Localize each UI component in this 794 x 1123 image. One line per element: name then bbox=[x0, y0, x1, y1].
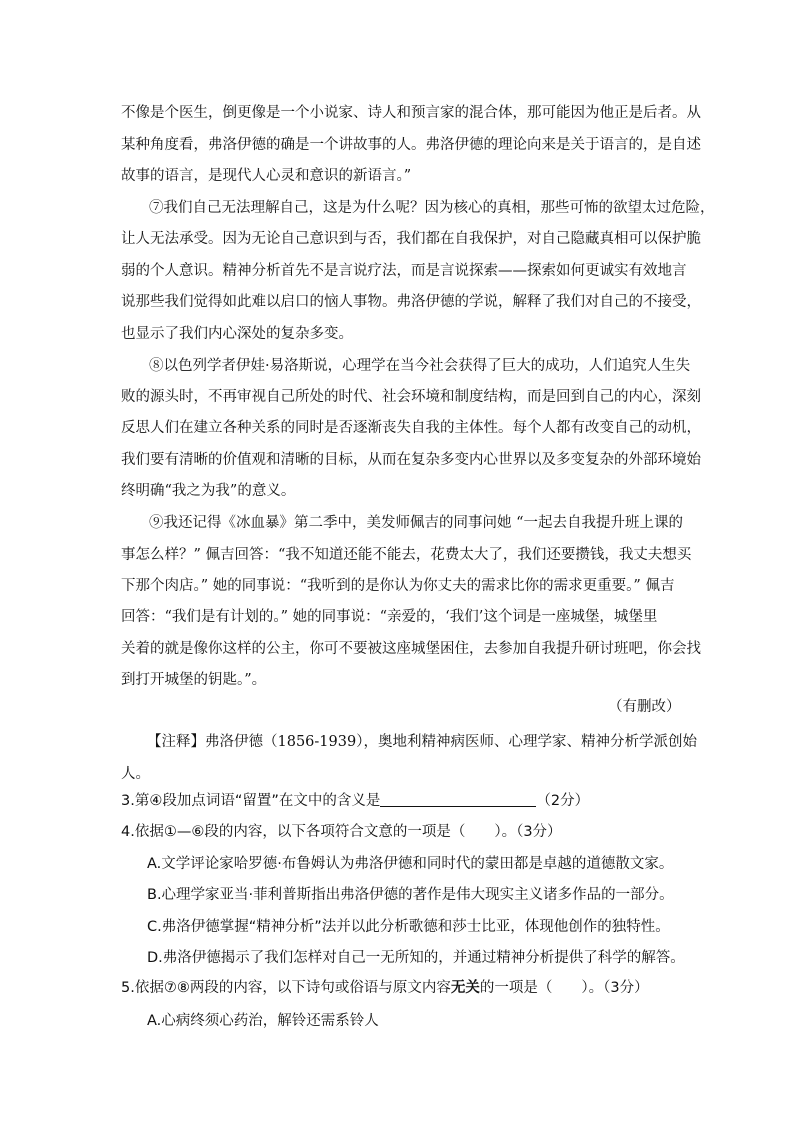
question-5-option-a[interactable]: A.心病终须心药治，解铃还需系铃人 bbox=[147, 1013, 379, 1029]
p6-line-2: 某种角度看，弗洛伊德的确是一个讲故事的人。弗洛伊德的理论向来是关于语言的，是自述 bbox=[121, 137, 701, 153]
source-note: （有删改） bbox=[608, 699, 681, 715]
question-5-stem-before: 5.依据⑦⑧两段的内容，以下诗句或俗语与原文内容 bbox=[121, 980, 451, 996]
question-4-stem: 4.依据①—⑥段的内容，以下各项符合文意的一项是（ ）。（3分） bbox=[121, 824, 562, 840]
p7-line-3: 弱的个人意识。精神分析首先不是言说疗法，而是言说探索——探索如何更诚实有效地言 bbox=[121, 263, 687, 279]
p9-line-4: 回答：“我们是有计划的。” 她的同事说：“亲爱的，‘我们’这个词是一座城堡，城堡里 bbox=[121, 609, 658, 625]
question-5-emphasis: 无关 bbox=[450, 980, 480, 996]
question-4-option-d[interactable]: D.弗洛伊德揭示了我们怎样对自己一无所知的，并通过精神分析提供了科学的解答。 bbox=[147, 950, 685, 966]
p8-line-5: 终明确“我之为我”的意义。 bbox=[121, 483, 296, 499]
p7-line-2: 让人无法承受。因为无论自己意识到与否，我们都在自我保护，对自己隐藏真相可以保护脆 bbox=[121, 231, 701, 247]
p9-line-5: 关着的就是像你这样的公主，你可不要被这座城堡困住，去参加自我提升研讨班吧，你会找 bbox=[121, 641, 701, 657]
annotation-line-2: 人。 bbox=[121, 766, 150, 782]
p8-line-2: 败的源头时，不再审视自己所处的时代、社会环境和制度结构，而是回到自己的内心，深刻 bbox=[121, 389, 701, 405]
p8-line-3: 反思人们在建立各种关系的同时是否逐渐丧失自我的主体性。每个人都有改变自己的动机， bbox=[121, 420, 701, 436]
question-5-stem-after: 的一项是（ ）。（3分） bbox=[479, 980, 649, 996]
p8-line-4: 我们要有清晰的价值观和清晰的目标，从而在复杂多变内心世界以及多变复杂的外部环境始 bbox=[121, 452, 701, 468]
p6-line-3: 故事的语言，是现代人心灵和意识的新语言。” bbox=[121, 168, 412, 184]
question-5-stem bbox=[121, 978, 649, 998]
p9-line-1: ⑨我还记得《冰血暴》第二季中，美发师佩吉的同事问她 “一起去自我提升班上课的 bbox=[149, 515, 684, 531]
p7-line-1: ⑦我们自己无法理解自己，这是为什么呢？因为核心的真相，那些可怖的欲望太过危险， bbox=[149, 200, 715, 216]
p9-line-3: 下那个肉店。” 她的同事说：“我听到的是你认为你丈夫的需求比你的需求更重要。” 佩吉 bbox=[121, 578, 675, 594]
question-4-option-b[interactable]: B.心理学家亚当·菲利普斯指出弗洛伊德的著作是伟大现实主义诸多作品的一部分。 bbox=[147, 887, 674, 903]
p8-line-1: ⑧以色列学者伊娃·易洛斯说，心理学在当今社会获得了巨大的成功，人们追究人生失 bbox=[149, 358, 691, 374]
annotation-line-1: 【注释】弗洛伊德（1856-1939），奥地利精神病医师、心理学家、精神分析学派创始 bbox=[147, 734, 697, 750]
question-4-option-c[interactable]: C.弗洛伊德掌握“精神分析”法并以此分析歌德和莎士比亚，体现他创作的独特性。 bbox=[147, 919, 670, 935]
question-3 bbox=[121, 791, 589, 811]
question-4-option-a[interactable]: A.文学评论家哈罗德·布鲁姆认为弗洛伊德和同时代的蒙田都是卓越的道德散文家。 bbox=[147, 856, 674, 872]
p7-line-5: 也显示了我们内心深处的复杂多变。 bbox=[121, 326, 353, 342]
question-3-stem: 3.第④段加点词语“留置”在文中的含义是 bbox=[121, 793, 381, 809]
p9-line-2: 事怎么样？” 佩吉回答：“我不知道还能不能去，花费太大了，我们还要攒钱，我丈夫想买 bbox=[121, 547, 692, 563]
p9-line-6: 到打开城堡的钥匙。”。 bbox=[121, 672, 267, 688]
question-3-answer-blank[interactable] bbox=[380, 792, 536, 807]
p6-line-1: 不像是个医生，倒更像是一个小说家、诗人和预言家的混合体，那可能因为他正是后者。从 bbox=[121, 105, 701, 121]
question-3-points: （2分） bbox=[536, 793, 590, 809]
p7-line-4: 说那些我们觉得如此难以启口的恼人事物。弗洛伊德的学说，解释了我们对自己的不接受， bbox=[121, 294, 701, 310]
